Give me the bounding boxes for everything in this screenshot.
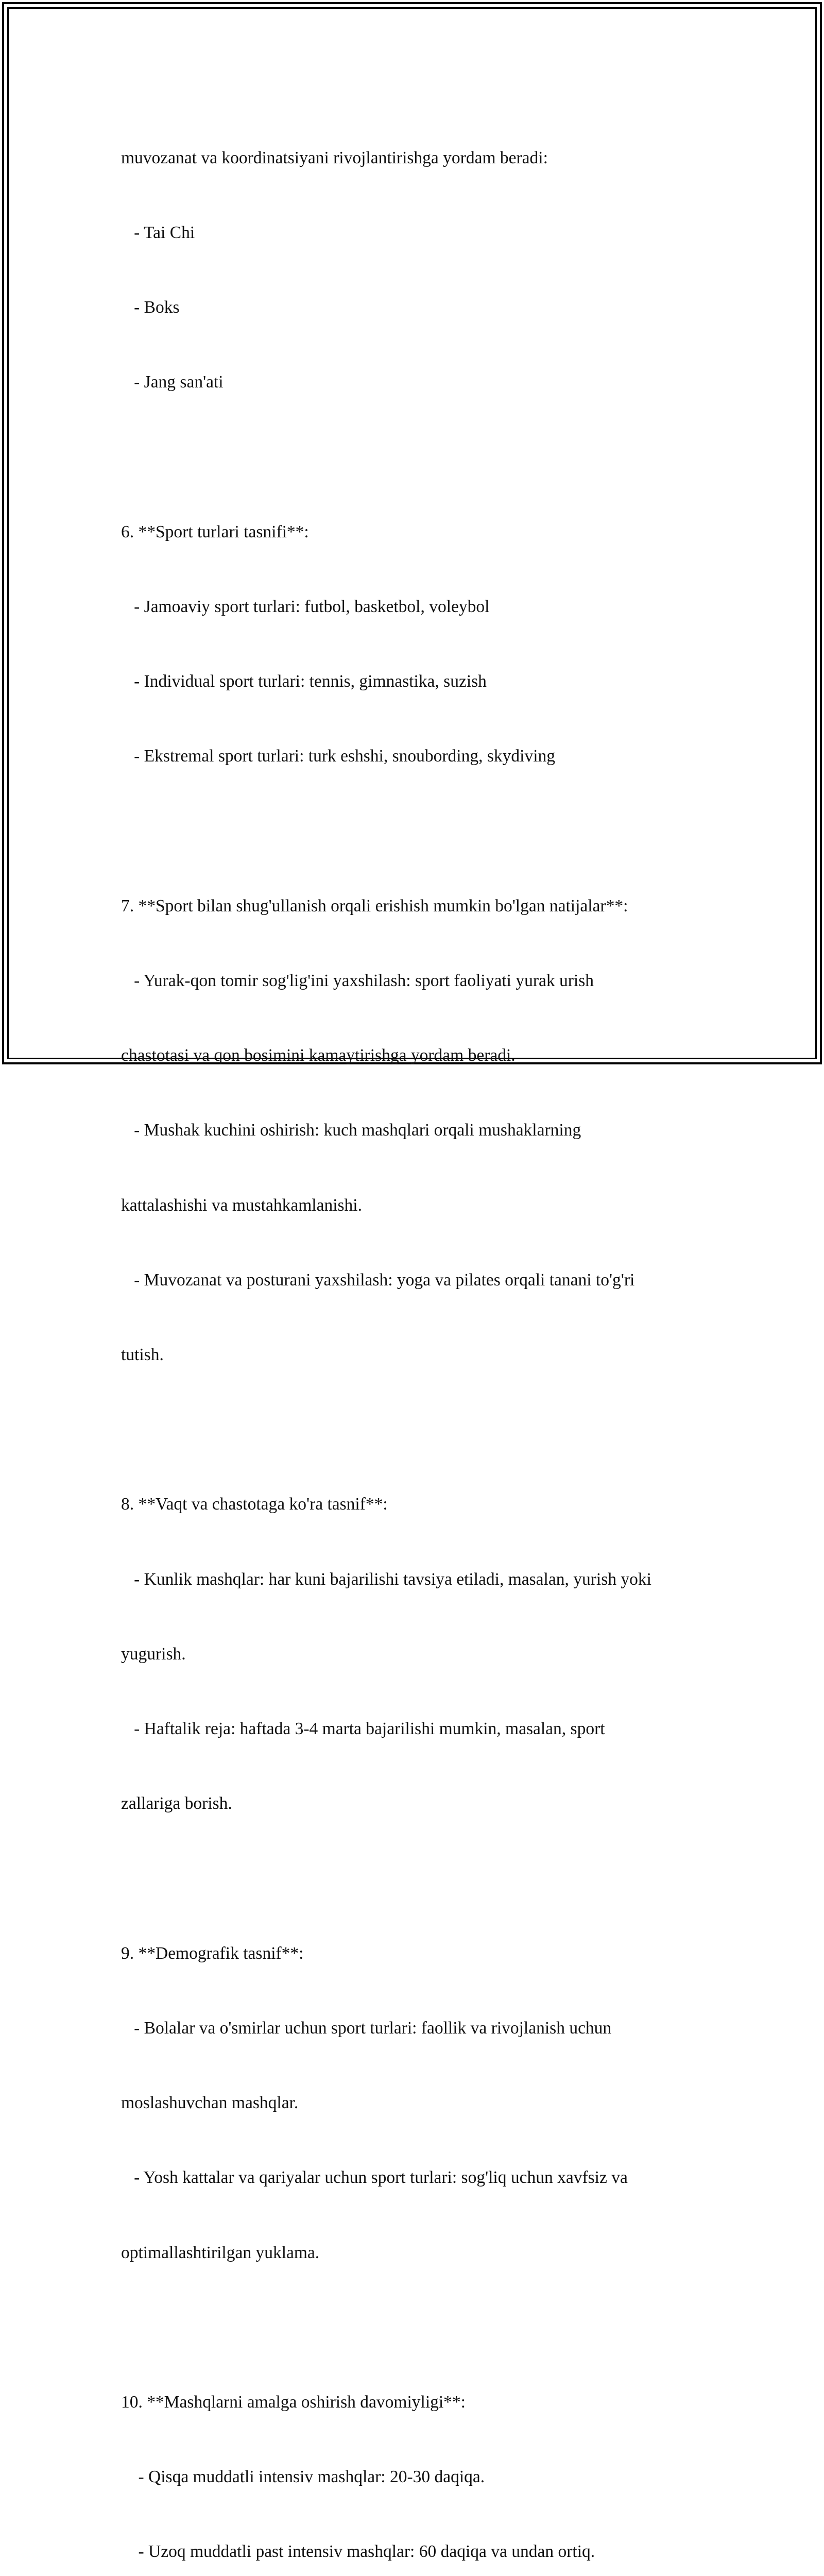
list-item: - Tai Chi [121,223,195,243]
list-item: - Mushak kuchini oshirish: kuch mashqlari orqali mushaklarning [121,1121,581,1140]
blank-line [121,1866,729,1891]
section-heading: 8. **Vaqt va chastotaga ko'ra tasnif**: [121,1495,388,1514]
list-item: - Jamoaviy sport turlari: futbol, basketbol, voleybol [121,597,490,617]
list-item: - Qisqa muddatli intensiv mashqlar: 20-30 daqiqa. [121,2467,485,2487]
text-line: zallariga borish. [121,1794,232,1814]
list-item: - Haftalik reja: haftada 3-4 marta bajarilishi mumkin, masalan, sport [121,1719,605,1739]
blank-line [121,445,729,470]
text-line: moslashuvchan mashqlar. [121,2093,299,2113]
list-item: - Yosh kattalar va qariyalar uchun sport turlari: sog'liq uchun xavfsiz va [121,2168,628,2188]
section-heading: 7. **Sport bilan shug'ullanish orqali erishish mumkin bo'lgan natijalar**: [121,896,628,916]
list-item: - Ekstremal sport turlari: turk eshshi, snoubording, skydiving [121,747,555,766]
list-item: - Yurak-qon tomir sog'lig'ini yaxshilash: sport faoliyati yurak urish [121,971,594,991]
section-heading: 6. **Sport turlari tasnifi**: [121,522,309,541]
text-line: optimallashtirilgan yuklama. [121,2243,320,2262]
section-heading: 9. **Demografik tasnif**: [121,1943,304,1963]
section-heading: 10. **Mashqlarni amalga oshirish davomiyligi**: [121,2392,466,2412]
list-item: - Jang san'ati [121,372,224,392]
text-line: kattalashishi va mustahkamlanishi. [121,1195,362,1215]
blank-line [121,2315,729,2340]
list-item: - Bolalar va o'smirlar uchun sport turlari: faollik va rivojlanish uchun [121,2018,612,2038]
text-line: yugurish. [121,1644,186,1664]
text-line: tutish. [121,1345,164,1365]
blank-line [121,1417,729,1442]
document-body [121,96,729,2576]
list-item: - Muvozanat va posturani yaxshilash: yoga va pilates orqali tanani to'g'ri [121,1270,635,1290]
list-item: - Boks [121,298,180,317]
blank-line [121,819,729,844]
text-line: muvozanat va koordinatsiyani rivojlantirishga yordam beradi: [121,148,548,167]
list-item: - Uzoq muddatli past intensiv mashqlar: 60 daqiqa va undan ortiq. [121,2542,595,2562]
list-item: - Kunlik mashqlar: har kuni bajarilishi tavsiya etiladi, masalan, yurish yoki [121,1569,651,1589]
list-item: - Individual sport turlari: tennis, gimnastika, suzish [121,672,487,691]
text-line: chastotasi va qon bosimini kamaytirishga yordam beradi. [121,1046,516,1065]
